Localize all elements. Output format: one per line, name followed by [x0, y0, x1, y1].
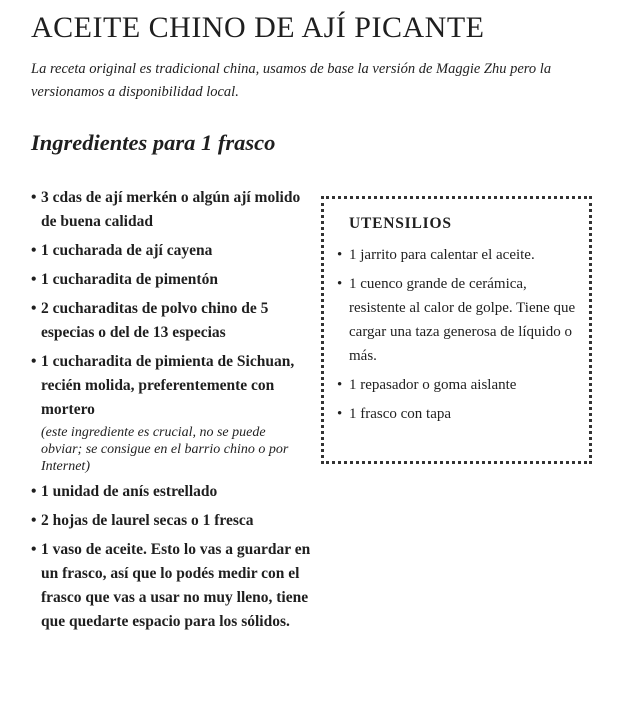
ingredient-text: 1 cucharadita de pimentón	[41, 271, 218, 288]
utensil-item: • 1 repasador o goma aislante	[337, 373, 582, 397]
ingredient-item	[31, 268, 313, 292]
utensil-item: • 1 frasco con tapa	[337, 402, 582, 426]
ingredients-heading: Ingredientes para 1 frasco	[31, 130, 276, 155]
ingredient-text: 1 vaso de aceite. Esto lo vas a guardar en un frasco, así que lo podés medir con el frasco que vas a usar no muy lleno, tiene que quedarte espacio para los sólidos.	[41, 541, 311, 630]
ingredient-item	[31, 350, 313, 475]
utensils-list	[337, 243, 582, 431]
ingredients-list	[31, 186, 313, 639]
ingredient-text: 2 hojas de laurel secas o 1 fresca	[41, 512, 254, 529]
ingredient-text: 1 cucharada de ají cayena	[41, 242, 213, 259]
ingredient-text: 3 cdas de ají merkén o algún ají molido de buena calidad	[41, 189, 301, 230]
ingredient-text: 1 unidad de anís estrellado	[41, 483, 218, 500]
ingredient-item	[31, 480, 313, 504]
utensils-box	[321, 196, 592, 464]
ingredient-item	[31, 297, 313, 345]
ingredient-note: (este ingrediente es crucial, no se puede obviar; se consigue en el barrio chino o por Internet)	[41, 425, 289, 474]
ingredient-item	[31, 538, 313, 634]
utensil-item: • 1 cuenco grande de cerámica, resistente al calor de golpe. Tiene que cargar una taza generosa de líquido o más.	[337, 272, 582, 368]
ingredient-item	[31, 239, 313, 263]
ingredient-text: 1 cucharadita de pimienta de Sichuan, recién molida, preferentemente con mortero	[41, 353, 295, 418]
utensil-item: • 1 jarrito para calentar el aceite.	[337, 243, 582, 267]
ingredient-text: 2 cucharaditas de polvo chino de 5 especias o del de 13 especias	[41, 300, 269, 341]
recipe-intro: La receta original es tradicional china, usamos de base la versión de Maggie Zhu pero la versionamos a disponibilidad local.	[31, 61, 552, 100]
ingredient-item	[31, 186, 313, 234]
ingredient-item	[31, 509, 313, 533]
utensils-title: UTENSILIOS	[349, 215, 452, 232]
recipe-title: ACEITE CHINO DE AJÍ PICANTE	[31, 11, 485, 44]
